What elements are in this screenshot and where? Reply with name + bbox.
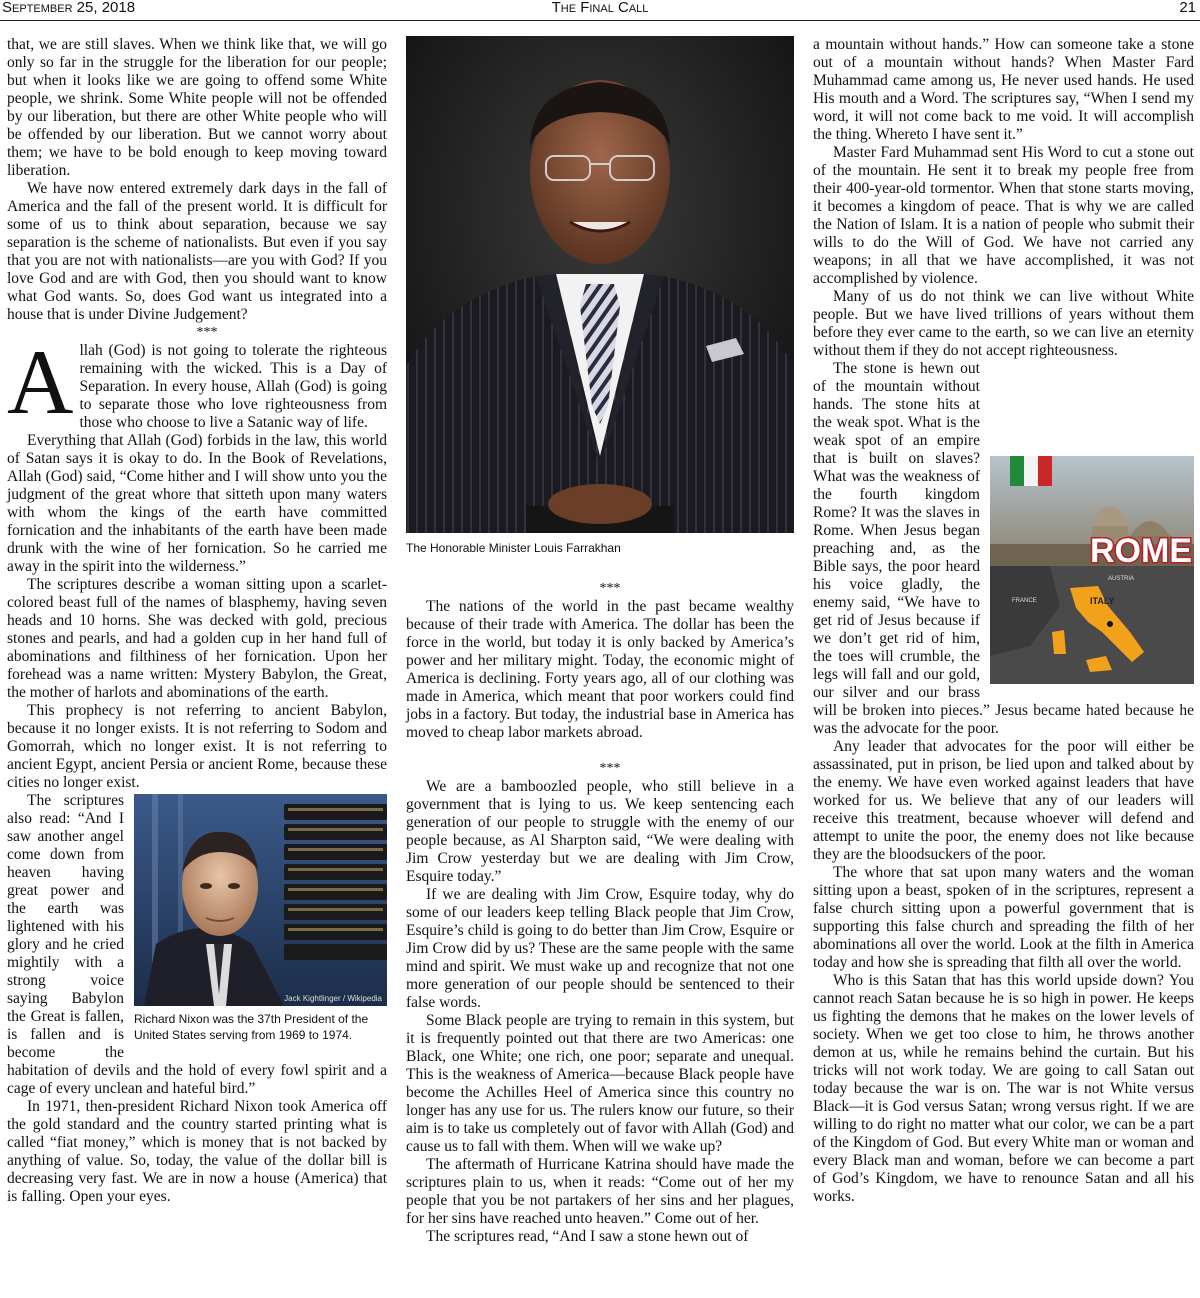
paragraph: Everything that Allah (God) forbids in the law, this world of Satan says it is okay to do. In the Book of Revelations, Allah (God) said, “Come hither and I will show unto you the judgment of the great whore that sitteth upon many waters with whom the kings of the earth have committed fornication and the inhabitants of the earth have been made drunk with the wine of her fornication. So he carried me away in the spirit into the wilderness.” bbox=[7, 432, 387, 575]
paragraph: The nations of the world in the past became wealthy because of their trade with America. The dollar has been the force in the world, but today it is only backed by America’s power and her military might. Today, the economic might of America is declining. Forty years ago, all of our clothing was made in America, which meant that poor workers could find jobs in a factory. But today, the industrial base in America has moved to cheap labor markets abroad. bbox=[406, 598, 794, 741]
paragraph-text: llah (God) is not going to tolerate the righteous remaining with the wicked. This is a Day of Separation. In every house, Allah (God) is going to separate those who love righteousness from those who choose to live a Satanic way of life. bbox=[79, 342, 387, 431]
paragraph: The stone is hewn out of the mountain without hands. The stone hits at the weak spot. What is the weak spot of an empire that is built on slaves? What was the weakness of the fourth kingdom Rome? It was the slaves in Rome. When Jesus began preaching and, as the Bible says, the poor heard his voice gladly, the enemy said, “We have to get rid of Jesus because if we don’t get rid of him, the toes will crumble, the legs will fall and our gold, our silver and our brass will be broken into pieces.” Jesus became hated because he was the advocate for the poor. bbox=[813, 360, 1194, 737]
paragraph: The scriptures read, “And I saw a stone hewn out of bbox=[426, 1228, 749, 1245]
article-column-3 bbox=[813, 36, 1194, 1206]
paragraph: We have now entered extremely dark days in the fall of America and the fall of the present world. It is difficult for some of us to think about separation, because we say separation is the scheme of nationalists. But even if you say that you are not with nationalists—are you with God? If you love God and are with God, then you should want to know what God wants. So, does God want us integrated into a house that is under Divine Judgement? bbox=[7, 180, 387, 323]
paragraph: The whore that sat upon many waters and the woman sitting upon a beast, spoken of in the scriptures, represent a false church sitting upon a powerful government that is supporting this false church and spreading the filth of her abominations all over the world. Look at the filth in America today and how she is spreading that filth all over the world. bbox=[813, 864, 1194, 971]
farrakhan-photo bbox=[406, 36, 794, 533]
section-separator: *** bbox=[599, 761, 621, 776]
photo-credit: Jack Kightlinger / Wikipedia bbox=[284, 994, 382, 1003]
paragraph: The scriptures describe a woman sitting upon a scarlet-colored beast full of the names of blasphemy, having seven heads and 10 horns. She was decked with gold, precious stones and pearls, and had a golden cup in her hand full of abominations and filthiness of her fornication. Upon her forehead was a name written: Mystery Babylon, the Great, the mother of harlots and abominations of the earth. bbox=[7, 576, 387, 701]
rome-title: ROME bbox=[1090, 532, 1192, 570]
page-number: 21 bbox=[1179, 0, 1196, 16]
paragraph: Some Black people are trying to remain in this system, but it is frequently pointed out that there are two Americas: one Black, one White; one rich, one poor; separate and unequal. This is the weakness of America—because Black people have become the Achilles Heel of America since this country no longer has any use for us. The rulers know our future, so their aim is to take us completely out of favor with Allah (God) and cause us to fall with them. When will we wake up? bbox=[406, 1012, 794, 1155]
page-header bbox=[0, 0, 1200, 21]
issue-date: September 25, 2018 bbox=[2, 0, 136, 16]
map-label-italy: ITALY bbox=[1090, 596, 1115, 606]
drop-cap: A bbox=[7, 331, 74, 433]
paragraph: Many of us do not think we can live without White people. But we have lived trillions of years without them before they ever came to the earth, so we can live an eternity without them if they do not accept righteousness. bbox=[813, 288, 1194, 359]
paragraph: a mountain without hands.” How can someone take a stone out of a mountain without hands? When Master Fard Muhammad came among us, He never used hands. He used His mouth and a Word. The scriptures say, “When I send my word, it will not come back to me void. It will accomplish the thing. Whereto I have sent it.” bbox=[813, 36, 1194, 143]
paragraph: In 1971, then-president Richard Nixon took America off the gold standard and the country started printing what is called “fiat money,” which is money that is not backed by anything of value. So, today, the value of the dollar bill is decreasing very fast. We are in now a house (America) that is falling. Open your eyes. bbox=[7, 1098, 387, 1205]
paragraph: This prophecy is not referring to ancient Babylon, because it no longer exists. It is not referring to Sodom and Gomorrah, which no longer exist. It is not referring to ancient Egypt, ancient Persia or ancient Rome, because these cities no longer exist. bbox=[7, 702, 387, 791]
paragraph: If we are dealing with Jim Crow, Esquire today, why do some of our leaders keep telling Black people that Jim Crow, Esquire’s child is going to do better than Jim Crow, Esquire or Jim Crow did by us? These are the same people with the same mind and spirit. We must wake up and recognize that not one more generation of our people should be sentenced to their false words. bbox=[406, 886, 794, 1011]
paragraph: We are a bamboozled people, who still believe in a government that is lying to us. We keep sentencing each generation of our people to struggle with the enemy of our people because, as Al Sharpton said, “We were dealing with Jim Crow yesterday but we are dealing with Jim Crow, Esquire today.” bbox=[406, 778, 794, 885]
section-separator: *** bbox=[196, 325, 218, 340]
section-separator: *** bbox=[599, 581, 621, 596]
nixon-photo-figure bbox=[134, 794, 387, 1043]
map-label-austria: AUSTRIA bbox=[1108, 576, 1135, 582]
publication-name: The Final Call bbox=[551, 0, 649, 16]
nixon-photo bbox=[134, 794, 387, 1006]
paragraph: Any leader that advocates for the poor will either be assassinated, put in prison, be lied upon and talked about by the enemy. We have even worked against leaders that have worked for us. We believe that any of our leaders will receive this treatment, because whoever will defend and attempt to unite the poor, the enemy does not like because they are the bloodsuckers of the poor. bbox=[813, 738, 1194, 863]
paragraph: that, we are still slaves. When we think like that, we will go only so far in the struggle for the liberation for our people; but when it looks like we are going to offend some White people, we shrink. Some White people will not be offended by our liberation, but there are other White people who will be offended by our liberation. But we cannot worry about them; we have to be bold enough to keep moving toward liberation. bbox=[7, 36, 387, 179]
article-column-2 bbox=[406, 36, 794, 1246]
rome-map-image bbox=[990, 456, 1194, 684]
paragraph: The aftermath of Hurricane Katrina should have made the scriptures plain to us, when it reads: “Come out of her my people that you be not partakers of her sins and her plagues, for her sins have reached unto heaven.” Come out of her. bbox=[406, 1156, 794, 1227]
rome-map-figure bbox=[990, 456, 1194, 689]
nixon-photo-caption: Richard Nixon was the 37th President of the United States serving from 1969 to 1974. bbox=[134, 1012, 369, 1042]
farrakhan-photo-caption: The Honorable Minister Louis Farrakhan bbox=[406, 541, 621, 555]
paragraph bbox=[7, 331, 387, 433]
paragraph: Who is this Satan that has this world upside down? You cannot reach Satan because he is so high in power. He keeps us fighting the demons that he makes on the lower levels of society. When we get too close to him, he throws another demon at us, while he remains behind the curtain. But his tricks will not work today. We are going to call Satan out today because the war is on. The war is not White versus Black—it is God versus Satan; wrong versus right. If we are willing to do right no matter what our color, we can be a part of the Kingdom of God. But every White man or woman and every Black man and woman, before we can become a part of God’s Kingdom, we have to renounce Satan and all his works. bbox=[813, 972, 1194, 1205]
paragraph: The scriptures also read: “And I saw another angel come down from heaven having great power and the earth was lightened with his glory and he cried mightily with a strong voice saying Babylon the Great is fallen, is fallen and is become the habitation of devils and the hold of every fowl spirit and a cage of every unclean and hateful bird.” bbox=[7, 792, 387, 1097]
map-label-france: FRANCE bbox=[1012, 598, 1037, 604]
article-column-1 bbox=[7, 36, 387, 1206]
paragraph: Master Fard Muhammad sent His Word to cut a stone out of the mountain. He sent it to break my people free from their 400-year-old tormentor. When that stone starts moving, it becomes a kingdom of peace. That is why we are called the Nation of Islam. It is a nation of people who submit their wills to do the Will of God. We have not carried any weapons; in all that we have accomplished, it was not accomplished by violence. bbox=[813, 144, 1194, 287]
farrakhan-photo-figure bbox=[406, 36, 794, 556]
